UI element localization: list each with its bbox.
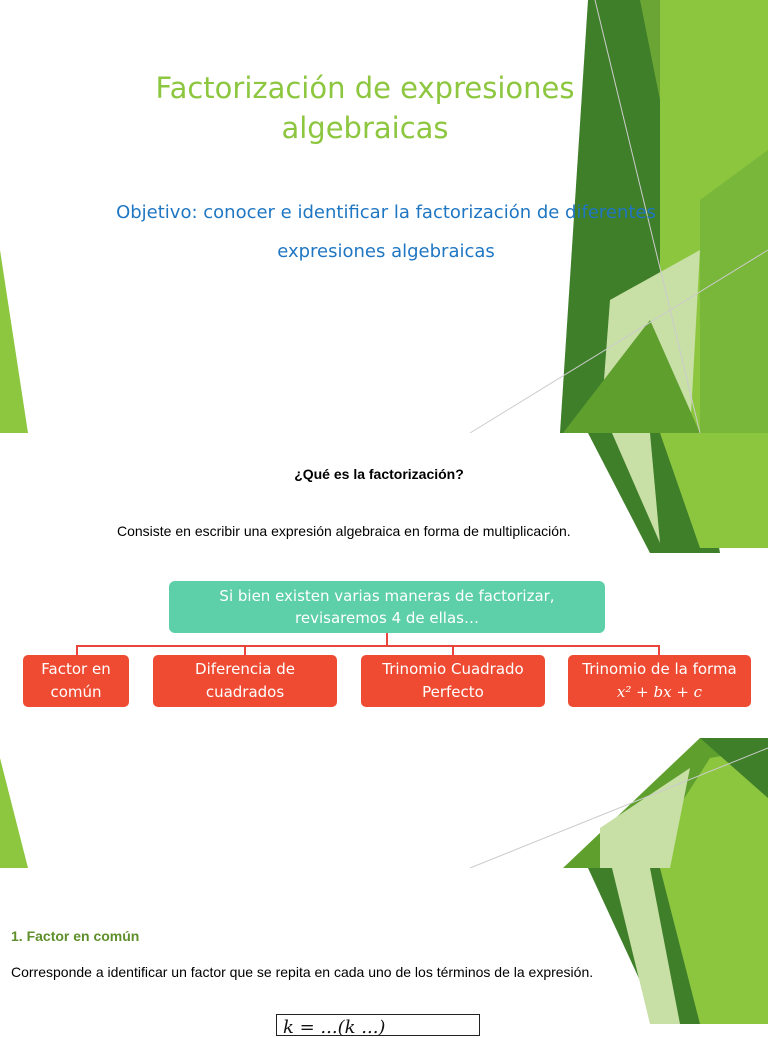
- formula-box: [276, 1014, 480, 1036]
- diagram-root-line-2: revisaremos 4 de ellas…: [295, 609, 479, 627]
- slide-factorization-definition: [0, 433, 768, 738]
- method-box-diferencia-cuadrados: [153, 655, 337, 707]
- formula-text: k = ...(k ...): [283, 1017, 386, 1038]
- section-title: 1. Factor en común: [11, 928, 140, 944]
- slide-factor-comun: [0, 868, 768, 1038]
- objective-line-1: Objetivo: conocer e identificar la factorización de diferentes: [116, 202, 656, 223]
- method-3-line-1: Trinomio Cuadrado: [382, 660, 524, 678]
- title-line-1: Factorización de expresiones: [155, 71, 575, 105]
- slide-title-text: [120, 68, 610, 148]
- method-box-factor-comun: [23, 655, 129, 707]
- diagram-connector-vertical: [386, 633, 388, 645]
- diagram-connector-horizontal: [76, 645, 660, 647]
- method-2-line-1: Diferencia de: [195, 660, 295, 678]
- method-4-line-1: Trinomio de la forma: [582, 660, 737, 678]
- method-1-line-1: Factor en: [41, 660, 111, 678]
- diagram-connector-3: [452, 645, 454, 655]
- method-box-trinomio-cuadrado-perfecto: [361, 655, 545, 707]
- slide-decorative: [0, 738, 768, 868]
- green-facet-decoration-4: [0, 868, 768, 1024]
- green-facet-decoration-3: [0, 738, 768, 868]
- title-line-2: algebraicas: [281, 111, 449, 145]
- diagram-connector-2: [244, 645, 246, 655]
- objective-line-2: expresiones algebraicas: [277, 241, 495, 262]
- diagram-root-box: [169, 581, 605, 633]
- method-box-trinomio-forma: [568, 655, 751, 707]
- diagram-connector-1: [76, 645, 78, 655]
- method-1-line-2: común: [50, 683, 102, 701]
- method-3-line-2: Perfecto: [422, 683, 484, 701]
- slide-title: [0, 0, 768, 433]
- diagram-connector-4: [658, 645, 660, 655]
- definition-text: Consiste en escribir una expresión algebraica en forma de multiplicación.: [117, 523, 571, 539]
- section-text: Corresponde a identificar un factor que se repita en cada uno de los términos de la expresión.: [11, 964, 594, 980]
- diagram-root-line-1: Si bien existen varias maneras de factorizar,: [219, 587, 555, 605]
- objective-text: [40, 193, 732, 271]
- method-2-line-2: cuadrados: [205, 683, 285, 701]
- question-heading: ¿Qué es la factorización?: [294, 466, 464, 482]
- method-4-formula: x² + bx + c: [616, 683, 703, 701]
